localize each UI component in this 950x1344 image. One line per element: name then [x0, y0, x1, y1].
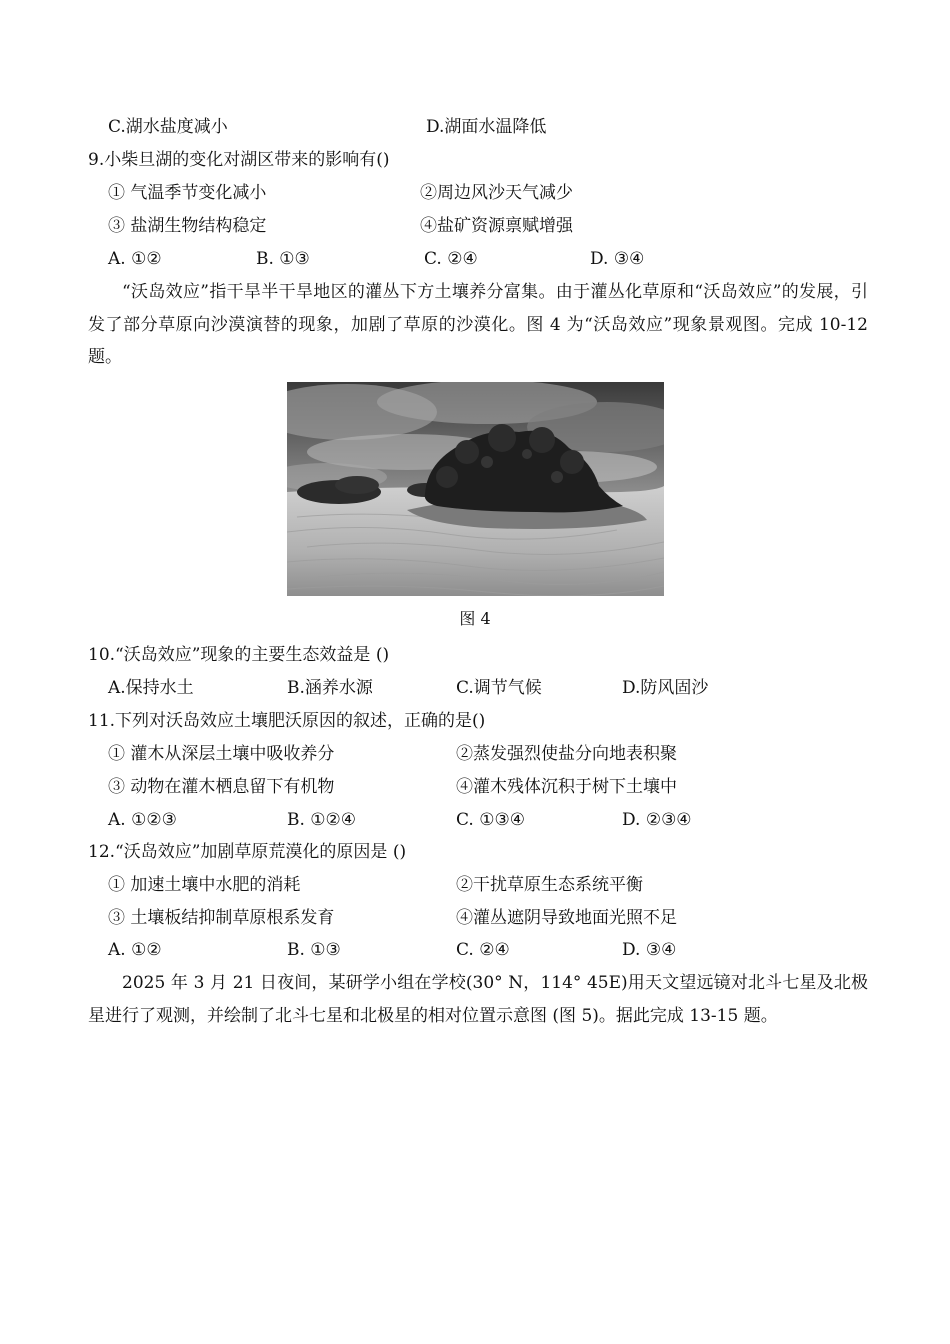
q11-statement-3: ③ 动物在灌木栖息留下有机物 [108, 777, 335, 797]
q9-statement-3: ③ 盐湖生物结构稳定 [108, 216, 267, 236]
q10-option-b: B.涵养水源 [287, 678, 373, 698]
q9-statement-1: ① 气温季节变化减小 [108, 183, 267, 203]
q11-option-a: A. ①②③ [108, 810, 177, 830]
passage-oasis-effect: “沃岛效应”指干旱半干旱地区的灌丛下方土壤养分富集。由于灌丛化草原和“沃岛效应”的发展，引发了部分草原向沙漠演替的现象，加剧了草原的沙漠化。图 4 为“沃岛效应”现象景观图。完成 10-12 题。 [88, 282, 868, 367]
q12-option-c: C. ②④ [456, 940, 510, 960]
q9-statement-4: ④盐矿资源禀赋增强 [420, 216, 573, 236]
q9-option-c: C. ②④ [424, 249, 478, 269]
passage-beidou-observation: 2025 年 3 月 21 日夜间，某研学小组在学校(30° N，114° 45E)用天文望远镜对北斗七星及北极星进行了观测，并绘制了北斗七星和北极星的相对位置示意图 (图 5)。据此完成 13-15 题。 [88, 973, 868, 1026]
q9-statement-2: ②周边风沙天气减少 [420, 183, 573, 203]
q11-statement-1: ① 灌木从深层土壤中吸收养分 [108, 744, 335, 764]
q11-stem: 11.下列对沃岛效应土壤肥沃原因的叙述，正确的是() [88, 711, 486, 731]
q9-option-b: B. ①③ [256, 249, 310, 269]
q12-statement-2: ②干扰草原生态系统平衡 [456, 875, 643, 895]
q12-statement-1: ① 加速土壤中水肥的消耗 [108, 875, 301, 895]
q12-statement-3: ③ 土壤板结抑制草原根系发育 [108, 908, 335, 928]
q9-stem: 9.小柴旦湖的变化对湖区带来的影响有() [88, 150, 390, 170]
q12-option-d: D. ③④ [622, 940, 677, 960]
q10-option-a: A.保持水土 [108, 678, 194, 698]
q11-statement-4: ④灌木残体沉积于树下土壤中 [456, 777, 677, 797]
q9-option-a: A. ①② [108, 249, 162, 269]
q11-option-c: C. ①③④ [456, 810, 525, 830]
q12-stem: 12.“沃岛效应”加剧草原荒漠化的原因是 () [88, 842, 407, 862]
q11-option-b: B. ①②④ [287, 810, 357, 830]
q8-option-c: C.湖水盐度减小 [108, 117, 228, 137]
figure-4-caption: 图 4 [459, 609, 491, 628]
q11-option-d: D. ②③④ [622, 810, 692, 830]
q10-option-d: D.防风固沙 [622, 678, 709, 698]
q9-option-d: D. ③④ [590, 249, 645, 269]
q12-option-a: A. ①② [108, 940, 162, 960]
q10-option-c: C.调节气候 [456, 678, 542, 698]
q8-option-d: D.湖面水温降低 [426, 117, 547, 137]
figure-4-image [287, 382, 664, 596]
q12-statement-4: ④灌丛遮阴导致地面光照不足 [456, 908, 677, 928]
q11-statement-2: ②蒸发强烈使盐分向地表积聚 [456, 744, 677, 764]
q10-stem: 10.“沃岛效应”现象的主要生态效益是 () [88, 645, 390, 665]
q12-option-b: B. ①③ [287, 940, 341, 960]
